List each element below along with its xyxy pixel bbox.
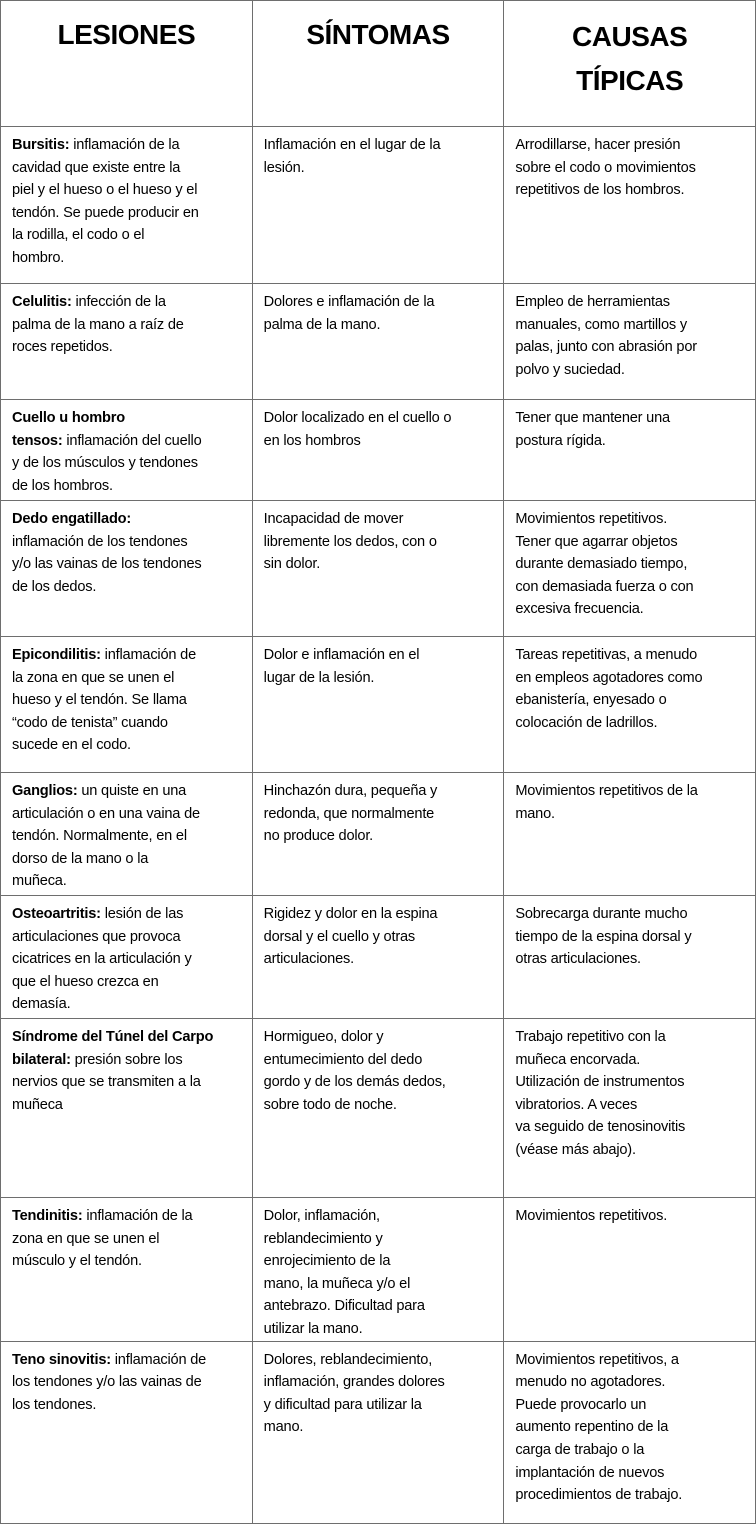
table-row	[1, 1019, 756, 1198]
lesion-description: infección de la palma de la mano a raíz de roces repetidos.	[12, 294, 184, 356]
header-row	[1, 1, 756, 127]
causas-cell: Movimientos repetitivos. Tener que agarrar objetos durante demasiado tiempo, con demasiada fuerza o con excesiva frecuencia.	[504, 501, 756, 637]
sintomas-cell: Dolores e inflamación de la palma de la mano.	[252, 284, 504, 400]
table-body	[1, 127, 756, 1524]
lesion-cell	[1, 127, 253, 284]
sintomas-cell: Dolor, inflamación, reblandecimiento y enrojecimiento de la mano, la muñeca y/o el antebrazo. Dificultad para utilizar la mano.	[252, 1198, 504, 1342]
lesion-term: Tendinitis:	[12, 1208, 83, 1224]
lesion-cell	[1, 637, 253, 773]
lesion-description: inflamación de los tendones y/o las vainas de los tendones de los dedos.	[12, 533, 202, 595]
sintomas-cell: Inflamación en el lugar de la lesión.	[252, 127, 504, 284]
lesion-term: Teno sinovitis:	[12, 1351, 111, 1368]
table-row	[1, 400, 756, 501]
table-row	[1, 1341, 756, 1523]
lesion-cell	[1, 284, 253, 400]
sintomas-cell: Hormigueo, dolor y entumecimiento del dedo gordo y de los demás dedos, sobre todo de noche.	[252, 1019, 504, 1198]
table-row	[1, 127, 756, 284]
table-row	[1, 896, 756, 1019]
header-lesiones: LESIONES	[1, 1, 253, 127]
causas-cell: Arrodillarse, hacer presión sobre el codo o movimientos repetitivos de los hombros.	[504, 127, 756, 284]
causas-cell: Tener que mantener una postura rígida.	[504, 400, 756, 501]
causas-cell: Movimientos repetitivos.	[504, 1198, 756, 1342]
lesion-cell	[1, 896, 253, 1019]
table-row	[1, 501, 756, 637]
sintomas-cell: Dolor e inflamación en el lugar de la lesión.	[252, 637, 504, 773]
sintomas-cell: Incapacidad de mover libremente los dedos, con o sin dolor.	[252, 501, 504, 637]
lesion-description: inflamación del cuello y de los músculos y tendones de los hombros.	[12, 432, 202, 494]
lesion-description: inflamación de la zona en que se unen el músculo y el tendón.	[12, 1208, 193, 1270]
causas-cell: Movimientos repetitivos, a menudo no agotadores. Puede provocarlo un aumento repentino de la carga de trabajo o la implantación de nuevos procedimientos de trabajo.	[504, 1341, 756, 1523]
lesion-cell	[1, 400, 253, 501]
lesion-cell	[1, 501, 253, 637]
lesion-term: Cuello u hombro tensos:	[12, 410, 125, 449]
lesion-term: Bursitis:	[12, 137, 70, 153]
header-sintomas: SÍNTOMAS	[252, 1, 504, 127]
lesion-term: Epicondilitis:	[12, 647, 101, 663]
lesion-description: inflamación de los tendones y/o las vainas de los tendones.	[12, 1351, 207, 1413]
lesion-cell	[1, 1341, 253, 1523]
sintomas-cell: Dolor localizado en el cuello o en los hombros	[252, 400, 504, 501]
lesion-term: Síndrome del Túnel del Carpo bilateral:	[12, 1029, 214, 1068]
sintomas-cell: Hinchazón dura, pequeña y redonda, que normalmente no produce dolor.	[252, 773, 504, 896]
causas-cell: Movimientos repetitivos de la mano.	[504, 773, 756, 896]
lesion-cell	[1, 773, 253, 896]
lesion-description: un quiste en una articulación o en una vaina de tendón. Normalmente, en el dorso de la mano o la muñeca.	[12, 783, 200, 890]
lesion-description: lesión de las articulaciones que provoca cicatrices en la articulación y que el hueso crezca en demasía.	[12, 906, 192, 1013]
causas-cell: Trabajo repetitivo con la muñeca encorvada. Utilización de instrumentos vibratorios. A veces va seguido de tenosinovitis (véase más abajo).	[504, 1019, 756, 1198]
lesion-cell	[1, 1019, 253, 1198]
lesion-term: Osteoartritis:	[12, 906, 101, 922]
lesion-description: inflamación de la zona en que se unen el hueso y el tendón. Se llama “codo de tenista” cuando sucede en el codo.	[12, 647, 196, 754]
lesion-cell	[1, 1198, 253, 1342]
lesion-description: presión sobre los nervios que se transmiten a la muñeca	[12, 1051, 201, 1113]
header-causas: CAUSAS TÍPICAS	[504, 1, 756, 127]
table-row	[1, 773, 756, 896]
table-row	[1, 637, 756, 773]
causas-cell: Tareas repetitivas, a menudo en empleos agotadores como ebanistería, enyesado o colocación de ladrillos.	[504, 637, 756, 773]
sintomas-cell: Dolores, reblandecimiento, inflamación, grandes dolores y dificultad para utilizar la mano.	[252, 1341, 504, 1523]
table-row	[1, 284, 756, 400]
table-row	[1, 1198, 756, 1342]
lesion-term: Celulitis:	[12, 294, 72, 310]
lesion-description: inflamación de la cavidad que existe entre la piel y el hueso o el hueso y el tendón. Se puede producir en la rodilla, el codo o el hombro.	[12, 137, 199, 266]
sintomas-cell: Rigidez y dolor en la espina dorsal y el cuello y otras articulaciones.	[252, 896, 504, 1019]
lesion-term: Dedo engatillado:	[12, 511, 132, 527]
lesion-term: Ganglios:	[12, 783, 78, 799]
causas-cell: Empleo de herramientas manuales, como martillos y palas, junto con abrasión por polvo y suciedad.	[504, 284, 756, 400]
causas-cell: Sobrecarga durante mucho tiempo de la espina dorsal y otras articulaciones.	[504, 896, 756, 1019]
